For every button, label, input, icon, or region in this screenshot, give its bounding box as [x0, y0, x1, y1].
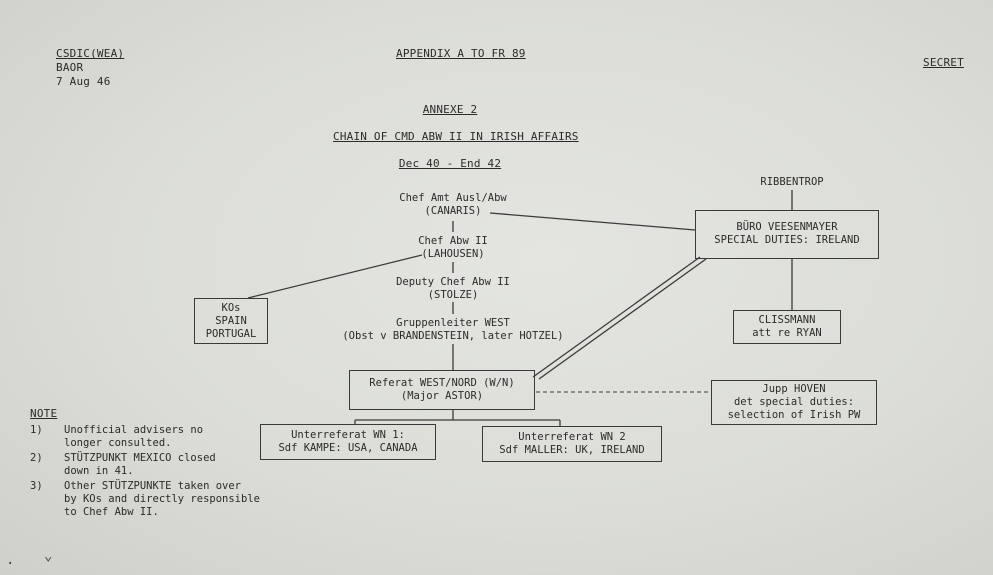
note-item — [30, 480, 294, 519]
classification-marking: SECRET — [923, 56, 964, 69]
box-referat-west-nord — [349, 370, 535, 410]
note-item — [30, 424, 294, 450]
box-line: SPECIAL DUTIES: IRELAND — [714, 234, 860, 246]
note-heading: NOTE — [30, 407, 58, 420]
chart-period: Dec 40 - End 42 — [398, 157, 502, 170]
node-line: (Obst v BRANDENSTEIN, later HOTZEL) — [342, 330, 564, 342]
box-unterreferat-wn2 — [482, 426, 662, 462]
appendix-title: APPENDIX A TO FR 89 — [396, 47, 526, 60]
node-line: Deputy Chef Abw II — [396, 276, 510, 288]
origin-unit: CSDIC(WEA) — [56, 47, 125, 60]
node-line: Gruppenleiter WEST — [396, 317, 510, 329]
box-buro-veesenmayer — [695, 210, 879, 259]
document-date: 7 Aug 46 — [56, 75, 111, 88]
node-line: (CANARIS) — [424, 205, 482, 217]
box-line: Referat WEST/NORD (W/N) — [369, 377, 515, 389]
note-number: 3) — [30, 480, 43, 492]
connector-canaris-veesenmayer — [490, 213, 695, 230]
box-line: PORTUGAL — [205, 328, 257, 340]
note-number: 1) — [30, 424, 43, 436]
node-line: Chef Abw II — [418, 235, 488, 247]
note-item — [30, 452, 294, 478]
box-line: KOs — [221, 302, 241, 314]
ink-mark: · — [6, 556, 15, 572]
node-gruppenleiter-west — [328, 317, 578, 343]
note-text: Unofficial advisers no longer consulted. — [64, 424, 204, 449]
origin-command: BAOR — [56, 61, 84, 74]
box-line: CLISSMANN — [758, 314, 816, 326]
box-line: det special duties: — [733, 396, 855, 408]
box-line: Unterreferat WN 1: — [291, 429, 405, 441]
note-text: STÜTZPUNKT MEXICO closed down in 41. — [64, 452, 216, 477]
annexe-title: ANNEXE 2 — [422, 103, 478, 116]
note-text: Other STÜTZPUNKTE taken over by KOs and directly responsible to Chef Abw II. — [64, 480, 260, 518]
box-line: att re RYAN — [752, 327, 822, 339]
node-line: (STOLZE) — [427, 289, 479, 301]
box-line: Sdf KAMPE: USA, CANADA — [278, 442, 418, 454]
box-line: Sdf MALLER: UK, IRELAND — [499, 444, 645, 456]
box-line: (Major ASTOR) — [400, 390, 484, 402]
box-clissmann — [733, 310, 841, 344]
box-line: SPAIN — [215, 315, 247, 327]
box-line: Jupp HOVEN — [762, 383, 826, 395]
chart-title: CHAIN OF CMD ABW II IN IRISH AFFAIRS — [333, 130, 579, 143]
notes-list — [30, 424, 294, 521]
node-deputy-chef — [388, 276, 518, 302]
node-chef-abw-ii — [403, 235, 503, 261]
ink-mark: ⌄ — [44, 548, 53, 564]
box-line: Unterreferat WN 2 — [518, 431, 626, 443]
box-line: BÜRO VEESENMAYER — [736, 221, 838, 233]
box-line: selection of Irish PW — [727, 409, 861, 421]
node-line: (LAHOUSEN) — [421, 248, 485, 260]
node-ribbentrop: RIBBENTROP — [760, 176, 824, 188]
note-number: 2) — [30, 452, 43, 464]
box-kos — [194, 298, 268, 344]
box-jupp-hoven — [711, 380, 877, 425]
node-line: Chef Amt Ausl/Abw — [399, 192, 507, 204]
node-chef-amt-ausl — [393, 192, 513, 218]
